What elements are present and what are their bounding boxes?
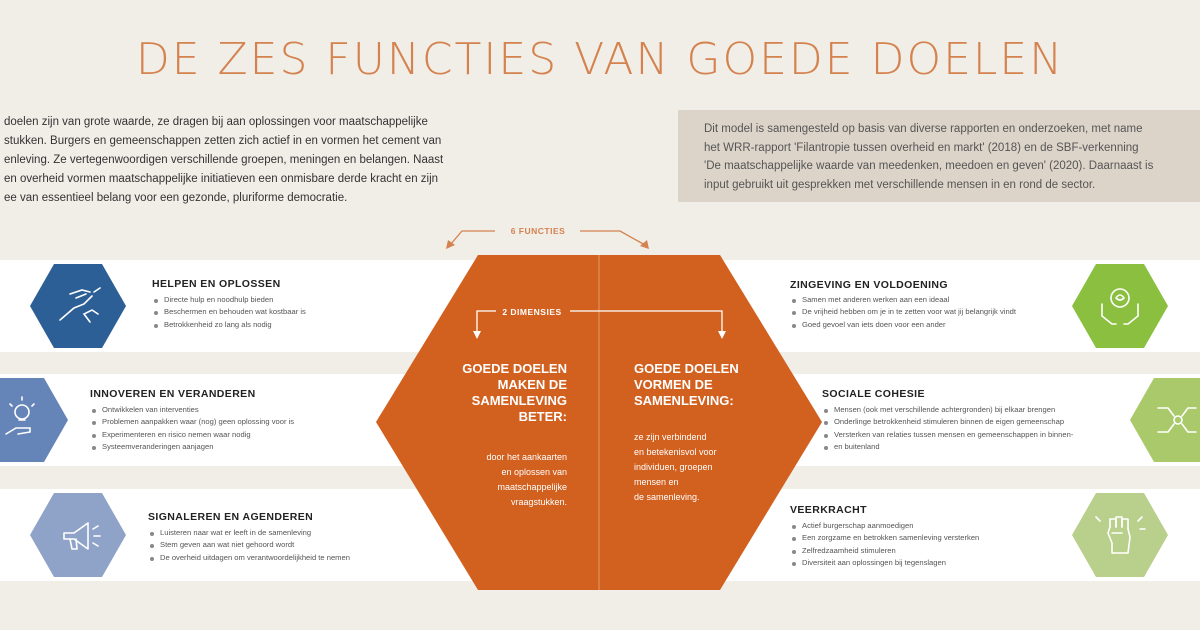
list-item: Onderlinge betrokkenheid stimuleren binnen de eigen gemeenschap <box>822 416 1073 428</box>
zingeving-hexagon <box>1072 264 1168 348</box>
function-list-helpen <box>152 294 306 331</box>
function-title-veerkracht: VEERKRACHT <box>790 504 867 516</box>
function-title-sociale-cohesie: SOCIALE COHESIE <box>822 388 925 400</box>
function-list-veerkracht <box>790 520 979 569</box>
function-title-innoveren: INNOVEREN EN VERANDEREN <box>90 388 256 400</box>
list-item: Goed gevoel van iets doen voor een ander <box>790 319 1016 331</box>
source-note: Dit model is samengesteld op basis van diverse rapporten en onderzoeken, met name het WRR-rapport 'Filantropie tussen overheid en markt' (2018) en de SBF-verkenning 'De maatschappelijke waarde van meedenken, meedoen en geven' (2020). Daarnaast is input gebruikt uit gesprekken met verschillende mensen in en rond de sector. <box>678 110 1200 202</box>
sociale-cohesie-hexagon <box>1130 378 1200 462</box>
list-item: Een zorgzame en betrokken samenleving versterken <box>790 532 979 544</box>
function-list-zingeving <box>790 294 1016 331</box>
function-list-innoveren <box>90 404 294 453</box>
list-item: Betrokkenheid zo lang als nodig <box>152 319 306 331</box>
list-item: Versterken van relaties tussen mensen en gemeenschappen in binnen- <box>822 429 1073 441</box>
helping-hands-icon <box>30 264 126 348</box>
function-title-zingeving: ZINGEVING EN VOLDOENING <box>790 279 948 291</box>
dimension-title-shape: GOEDE DOELEN VORMEN DE SAMENLEVING: <box>634 361 739 408</box>
function-title-signaleren: SIGNALEREN EN AGENDEREN <box>148 511 314 523</box>
list-item: Beschermen en behouden wat kostbaar is <box>152 306 306 318</box>
page-title: DE ZES FUNCTIES VAN GOEDE DOELEN <box>135 34 1065 85</box>
list-item: Zelfredzaamheid stimuleren <box>790 545 979 557</box>
raised-fist-icon <box>1072 493 1168 577</box>
list-item: Diversiteit aan oplossingen bij tegenslagen <box>790 557 979 569</box>
list-item: Experimenteren en risico nemen waar nodig <box>90 429 294 441</box>
signaleren-hexagon <box>30 493 126 577</box>
list-item: Mensen (ook met verschillende achtergronden) bij elkaar brengen <box>822 404 1073 416</box>
lightbulb-hand-icon <box>0 378 68 462</box>
list-item: Systeemveranderingen aanjagen <box>90 441 294 453</box>
list-item: Samen met anderen werken aan een ideaal <box>790 294 1016 306</box>
list-item: Directe hulp en noodhulp bieden <box>152 294 306 306</box>
list-item: Ontwikkelen van interventies <box>90 404 294 416</box>
function-title-helpen: HELPEN EN OPLOSSEN <box>152 278 281 290</box>
list-item: Actief burgerschap aanmoedigen <box>790 520 979 532</box>
helpen-hexagon <box>30 264 126 348</box>
function-list-signaleren <box>148 527 350 564</box>
list-item: Luisteren naar wat er leeft in de samenleving <box>148 527 350 539</box>
list-item: De overheid uitdagen om verantwoordelijkheid te nemen <box>148 552 350 564</box>
list-item: De vrijheid hebben om je in te zetten voor wat jij belangrijk vindt <box>790 306 1016 318</box>
list-item: Problemen aanpakken waar (nog) geen oplossing voor is <box>90 416 294 428</box>
hands-heart-icon <box>1072 264 1168 348</box>
function-list-sociale-cohesie <box>822 404 1073 453</box>
dimension-title-better: GOEDE DOELEN MAKEN DE SAMENLEVING BETER: <box>462 361 567 424</box>
intro-text: doelen zijn van grote waarde, ze dragen bij aan oplossingen voor maatschappelijke stukken. Burgers en gemeenschappen zetten zich actief in en vormen het cement van enleving. Ze vertegenwoordigen verschillende groepen, meningen en belangen. Naast en overheid vormen maatschappelijke initiatieven een onmisbare derde kracht en zijn ee van essentieel belang voor een gezonde, pluriforme democratie. <box>4 116 444 204</box>
functions-label: 6 FUNCTIES <box>510 226 566 236</box>
megaphone-icon <box>30 493 126 577</box>
list-item: en buitenland <box>822 441 1073 453</box>
dimension-text-shape: ze zijn verbindend en betekenisvol voor individuen, groepen mensen en de samenleving. <box>634 432 717 502</box>
list-item: Stem geven aan wat niet gehoord wordt <box>148 539 350 551</box>
dimensions-label: 2 DIMENSIES <box>502 307 562 317</box>
linked-hands-icon <box>1130 378 1200 462</box>
innoveren-hexagon <box>0 378 68 462</box>
dimension-text-better: door het aankaarten en oplossen van maatschappelijke vraagstukken. <box>486 452 567 507</box>
veerkracht-hexagon <box>1072 493 1168 577</box>
